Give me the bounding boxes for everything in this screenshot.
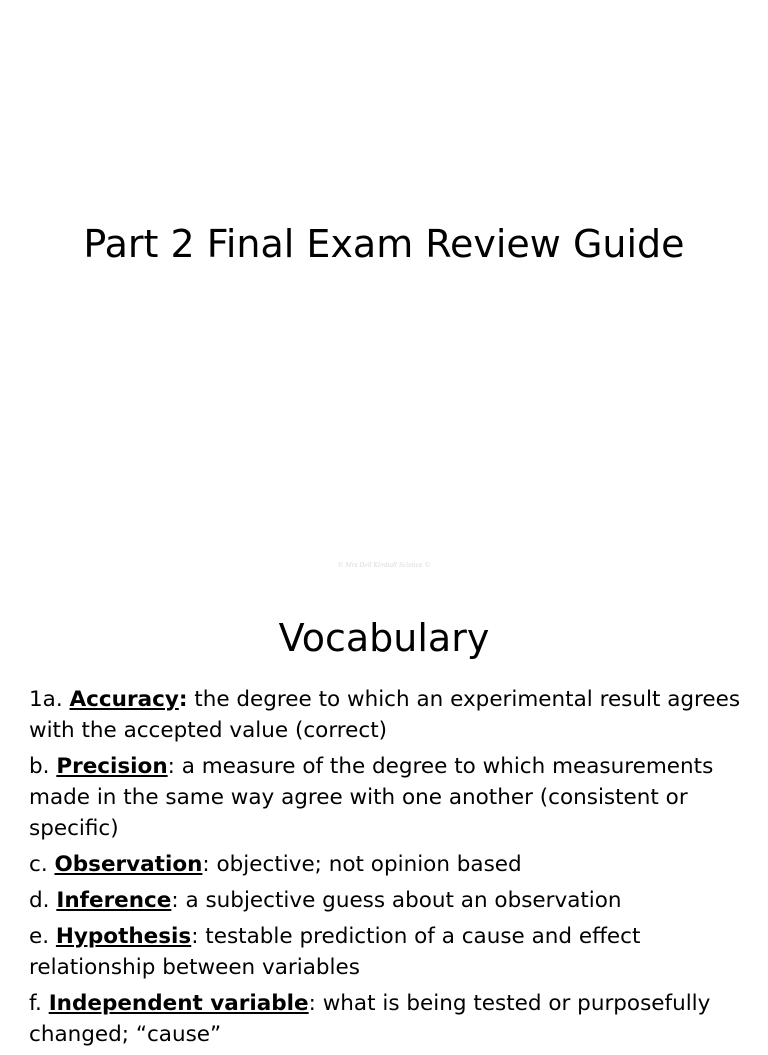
vocab-item-hypothesis (29, 921, 743, 983)
vocabulary-heading: Vocabulary (278, 616, 490, 660)
item-term: Hypothesis (55, 924, 192, 949)
item-separator: : (308, 991, 316, 1016)
item-definition: objective; not opinion based (209, 852, 522, 877)
item-definition: a measure of the degree to which measurements made in the same way agree with one another (consistent or specific) (29, 754, 714, 841)
item-separator: : (171, 888, 179, 913)
item-prefix: b. (29, 754, 57, 779)
item-term: Observation (54, 852, 203, 877)
item-prefix: f. (29, 991, 49, 1016)
vocabulary-list (29, 684, 743, 1055)
item-definition: a subjective guess about an observation (178, 888, 622, 913)
item-term: Inference (56, 888, 172, 913)
item-separator: : (178, 687, 188, 712)
item-definition: what is being tested or purposefully changed; “cause” (29, 991, 711, 1047)
watermark: © Mrs Dell Kimball Science © (337, 562, 431, 569)
vocab-item-inference (29, 885, 743, 916)
vocab-item-precision (29, 751, 743, 844)
item-term: Independent variable (48, 991, 309, 1016)
item-separator: : (167, 754, 175, 779)
vocab-item-observation (29, 849, 743, 880)
item-prefix: d. (29, 888, 57, 913)
item-definition: testable prediction of a cause and effect relationship between variables (29, 924, 641, 980)
item-separator: : (191, 924, 199, 949)
item-term: Accuracy (69, 687, 179, 712)
vocabulary-slide (0, 580, 768, 1047)
item-definition: the degree to which an experimental result agrees with the accepted value (correct) (29, 687, 741, 743)
item-prefix: 1a. (29, 687, 70, 712)
item-prefix: e. (29, 924, 56, 949)
item-term: Precision (56, 754, 168, 779)
page-title: Part 2 Final Exam Review Guide (83, 222, 685, 266)
item-prefix: c. (29, 852, 55, 877)
vocab-item-independent-variable (29, 988, 743, 1050)
vocab-item-accuracy (29, 684, 743, 746)
item-separator: : (202, 852, 210, 877)
